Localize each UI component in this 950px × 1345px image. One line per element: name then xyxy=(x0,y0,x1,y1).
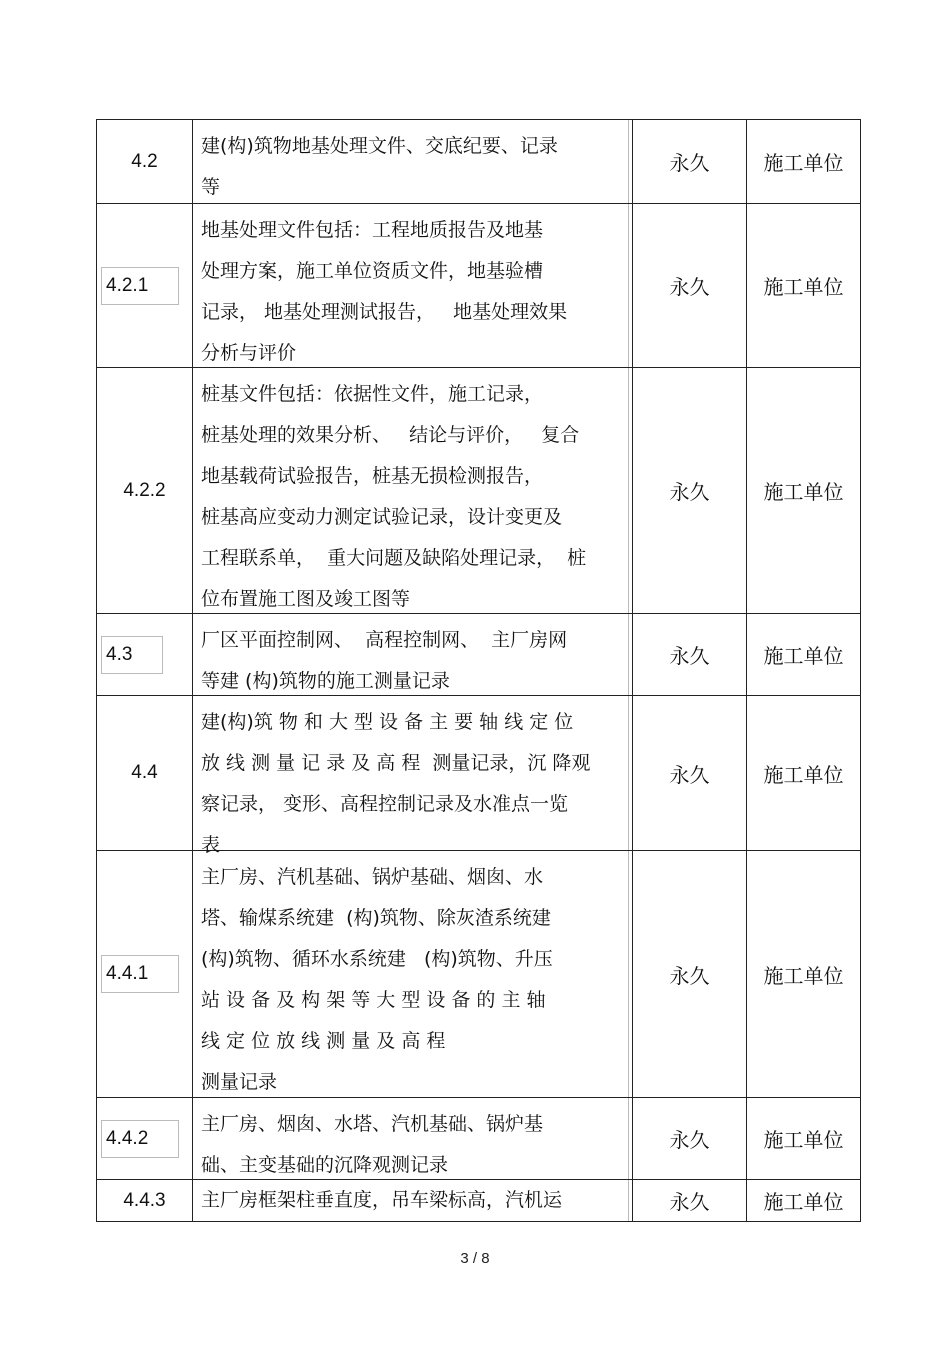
responsible-unit: 施工单位 xyxy=(747,1180,861,1221)
description-line: 桩基处理的效果分析、 结论与评价， 复合 xyxy=(201,424,580,446)
description-line: 工程联系单， 重大问题及缺陷处理记录， 桩 xyxy=(201,547,587,569)
table-row xyxy=(97,1098,861,1180)
description-line: (构)筑物、循环水系统建 (构)筑物、升压 xyxy=(201,948,553,970)
item-number-text: 4.4.1 xyxy=(101,955,179,993)
table-row xyxy=(97,368,861,614)
table-row xyxy=(97,1180,861,1222)
table-row xyxy=(97,851,861,1098)
item-description xyxy=(193,1180,633,1221)
description-line: 察记录， 变形、高程控制记录及水准点一览 xyxy=(201,793,569,815)
archive-table xyxy=(96,119,861,1222)
responsible-unit: 施工单位 xyxy=(747,120,861,203)
description-line: 桩基文件包括：依据性文件，施工记录， xyxy=(201,383,544,405)
item-description xyxy=(193,851,633,1097)
description-line: 分析与评价 xyxy=(201,342,297,364)
item-description xyxy=(193,368,633,613)
retention-period: 永久 xyxy=(633,368,747,613)
item-description xyxy=(193,1098,633,1179)
table-row xyxy=(97,696,861,856)
description-line: 测量记录 xyxy=(201,1071,278,1093)
description-line: 础、主变基础的沉降观测记录 xyxy=(201,1154,449,1176)
responsible-unit: 施工单位 xyxy=(747,851,861,1097)
description-line: 站 设 备 及 构 架 等 大 型 设 备 的 主 轴 xyxy=(201,989,546,1011)
responsible-unit: 施工单位 xyxy=(747,614,861,695)
responsible-unit: 施工单位 xyxy=(747,368,861,613)
description-line: 地基处理文件包括：工程地质报告及地基 xyxy=(201,219,544,241)
item-number xyxy=(97,696,193,850)
table-row xyxy=(97,120,861,204)
retention-period: 永久 xyxy=(633,1180,747,1221)
description-line: 线 定 位 放 线 测 量 及 高 程 xyxy=(201,1030,446,1052)
retention-period: 永久 xyxy=(633,1098,747,1179)
description-line: 主厂房、烟囱、水塔、汽机基础、锅炉基 xyxy=(201,1113,544,1135)
retention-period: 永久 xyxy=(633,120,747,203)
item-description xyxy=(193,120,633,203)
item-number-text: 4.4.2 xyxy=(101,1120,179,1158)
item-number xyxy=(97,120,193,203)
description-line: 建(构)筑物地基处理文件、交底纪要、记录 xyxy=(201,135,558,157)
description-line: 主厂房框架柱垂直度，吊车梁标高，汽机运 xyxy=(201,1189,563,1211)
description-line: 放 线 测 量 记 录 及 高 程 测量记录，沉 降观 xyxy=(201,752,591,774)
description-line: 厂区平面控制网、 高程控制网、 主厂房网 xyxy=(201,629,568,651)
table-row xyxy=(97,614,861,696)
item-description xyxy=(193,696,633,856)
description-line: 位布置施工图及竣工图等 xyxy=(201,588,411,610)
description-line: 主厂房、汽机基础、锅炉基础、烟囱、水 xyxy=(201,866,544,888)
description-line: 建(构)筑 物 和 大 型 设 备 主 要 轴 线 定 位 xyxy=(201,711,574,733)
item-number-text: 4.4.3 xyxy=(123,1189,166,1211)
retention-period: 永久 xyxy=(633,614,747,695)
item-number-text: 4.4 xyxy=(131,762,158,783)
description-line: 桩基高应变动力测定试验记录，设计变更及 xyxy=(201,506,563,528)
retention-period: 永久 xyxy=(633,204,747,367)
retention-period: 永久 xyxy=(633,851,747,1097)
item-number-text: 4.2.2 xyxy=(123,479,166,501)
item-number xyxy=(97,614,193,695)
item-number-text: 4.2 xyxy=(131,150,158,172)
description-line: 等 xyxy=(201,176,221,198)
description-line: 等建 (构)筑物的施工测量记录 xyxy=(201,670,450,692)
description-line: 记录， 地基处理测试报告， 地基处理效果 xyxy=(201,301,568,323)
item-description xyxy=(193,614,633,695)
responsible-unit: 施工单位 xyxy=(747,1098,861,1179)
item-number xyxy=(97,1180,193,1221)
responsible-unit: 施工单位 xyxy=(747,696,861,850)
description-line: 表 xyxy=(201,834,221,856)
table-row xyxy=(97,204,861,368)
description-line: 塔、输煤系统建 (构)筑物、除灰渣系统建 xyxy=(201,907,551,929)
page-number: 3 / 8 xyxy=(460,1250,490,1267)
retention-period: 永久 xyxy=(633,696,747,850)
item-number xyxy=(97,851,193,1097)
description-line: 处理方案，施工单位资质文件，地基验槽 xyxy=(201,260,544,282)
item-number xyxy=(97,204,193,367)
responsible-unit: 施工单位 xyxy=(747,204,861,367)
description-line: 地基载荷试验报告，桩基无损检测报告， xyxy=(201,465,544,487)
item-description xyxy=(193,204,633,367)
item-number xyxy=(97,368,193,613)
item-number-text: 4.2.1 xyxy=(101,267,179,305)
item-number-text: 4.3 xyxy=(101,636,163,674)
item-number xyxy=(97,1098,193,1179)
